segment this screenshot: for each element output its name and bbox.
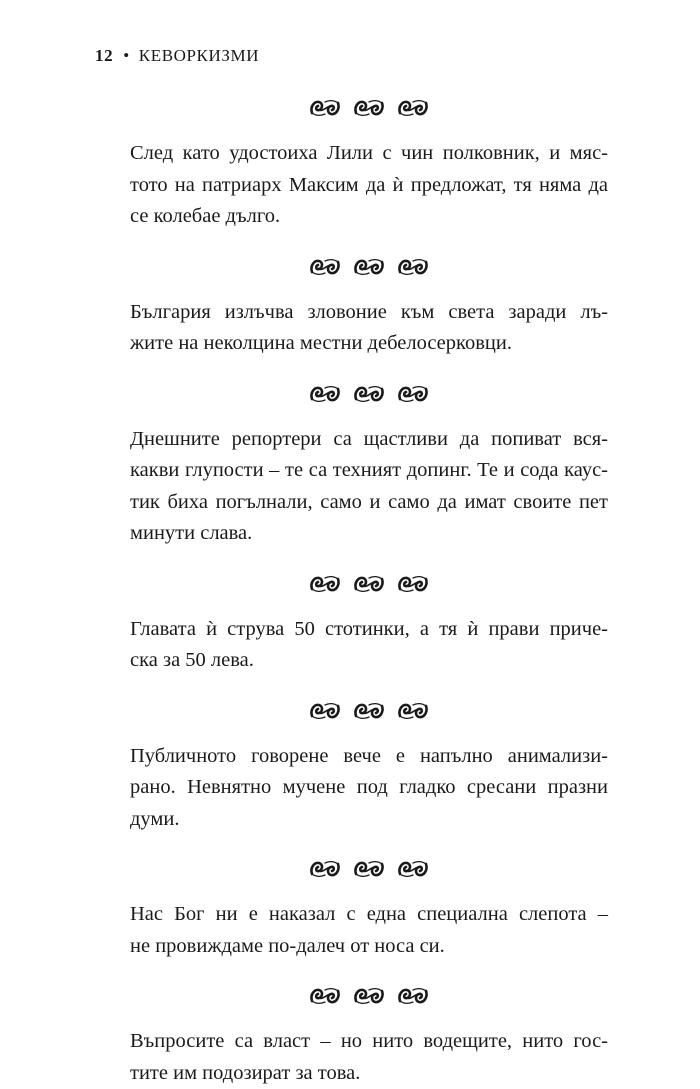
header-separator: • bbox=[123, 46, 130, 65]
swirl-ornament-icon bbox=[352, 383, 386, 405]
text-line: думи. bbox=[130, 804, 608, 836]
quote-paragraph bbox=[130, 1026, 608, 1089]
ornament-divider bbox=[130, 697, 608, 725]
text-line: След като удостоиха Лили с чин полковник, и мяс- bbox=[130, 138, 608, 170]
swirl-ornament-icon bbox=[352, 858, 386, 880]
swirl-ornament-icon bbox=[308, 97, 342, 119]
text-line: се колебае дълго. bbox=[130, 201, 608, 233]
swirl-ornament-icon bbox=[396, 858, 430, 880]
text-line: минути слава. bbox=[130, 518, 608, 550]
swirl-ornament-icon bbox=[352, 573, 386, 595]
ornament-divider bbox=[130, 94, 608, 122]
swirl-ornament-icon bbox=[352, 97, 386, 119]
text-line: жите на неколцина местни дебелосерковци. bbox=[130, 328, 608, 360]
text-line: Главата ѝ струва 50 стотинки, а тя ѝ прави приче- bbox=[130, 614, 608, 646]
text-line: Нас Бог ни е наказал с една специална слепота – bbox=[130, 899, 608, 931]
text-line: ска за 50 лева. bbox=[130, 645, 608, 677]
swirl-ornament-icon bbox=[352, 700, 386, 722]
text-line: тик биха погълнали, само и само да имат своите пет bbox=[130, 487, 608, 519]
page-number: 12 bbox=[95, 46, 113, 65]
swirl-ornament-icon bbox=[396, 700, 430, 722]
text-line: Въпросите са власт – но нито водещите, нито гос- bbox=[130, 1026, 608, 1058]
quote-paragraph bbox=[130, 138, 608, 233]
text-line: тите им подозират за това. bbox=[130, 1058, 608, 1089]
text-line: Днешните репортери са щастливи да попиват вся- bbox=[130, 424, 608, 456]
quote-paragraph bbox=[130, 614, 608, 677]
quote-paragraph bbox=[130, 424, 608, 550]
ornament-divider bbox=[130, 570, 608, 598]
swirl-ornament-icon bbox=[308, 573, 342, 595]
ornament-divider bbox=[130, 380, 608, 408]
swirl-ornament-icon bbox=[308, 858, 342, 880]
ornament-divider bbox=[130, 855, 608, 883]
quote-paragraph bbox=[130, 741, 608, 836]
text-line: България излъчва зловоние към света заради лъ- bbox=[130, 297, 608, 329]
swirl-ornament-icon bbox=[352, 985, 386, 1007]
text-line: рано. Невнятно мучене под гладко сресани празни bbox=[130, 772, 608, 804]
quote-paragraph bbox=[130, 297, 608, 360]
ornament-divider bbox=[130, 982, 608, 1010]
swirl-ornament-icon bbox=[308, 985, 342, 1007]
swirl-ornament-icon bbox=[308, 383, 342, 405]
swirl-ornament-icon bbox=[352, 256, 386, 278]
book-title: КЕВОРКИЗМИ bbox=[139, 46, 259, 65]
text-line: тото на патриарх Максим да ѝ предложат, тя няма да bbox=[130, 170, 608, 202]
ornament-divider bbox=[130, 253, 608, 281]
running-header bbox=[95, 46, 259, 66]
swirl-ornament-icon bbox=[396, 97, 430, 119]
text-line: не провиждаме по-далеч от носа си. bbox=[130, 931, 608, 963]
text-line: какви глупости – те са техният допинг. Те и сода каус- bbox=[130, 455, 608, 487]
swirl-ornament-icon bbox=[396, 383, 430, 405]
text-line: Публичното говорене вече е напълно анимализи- bbox=[130, 741, 608, 773]
quotes-section bbox=[130, 94, 608, 1089]
swirl-ornament-icon bbox=[308, 256, 342, 278]
swirl-ornament-icon bbox=[396, 985, 430, 1007]
swirl-ornament-icon bbox=[396, 256, 430, 278]
quote-paragraph bbox=[130, 899, 608, 962]
swirl-ornament-icon bbox=[396, 573, 430, 595]
swirl-ornament-icon bbox=[308, 700, 342, 722]
